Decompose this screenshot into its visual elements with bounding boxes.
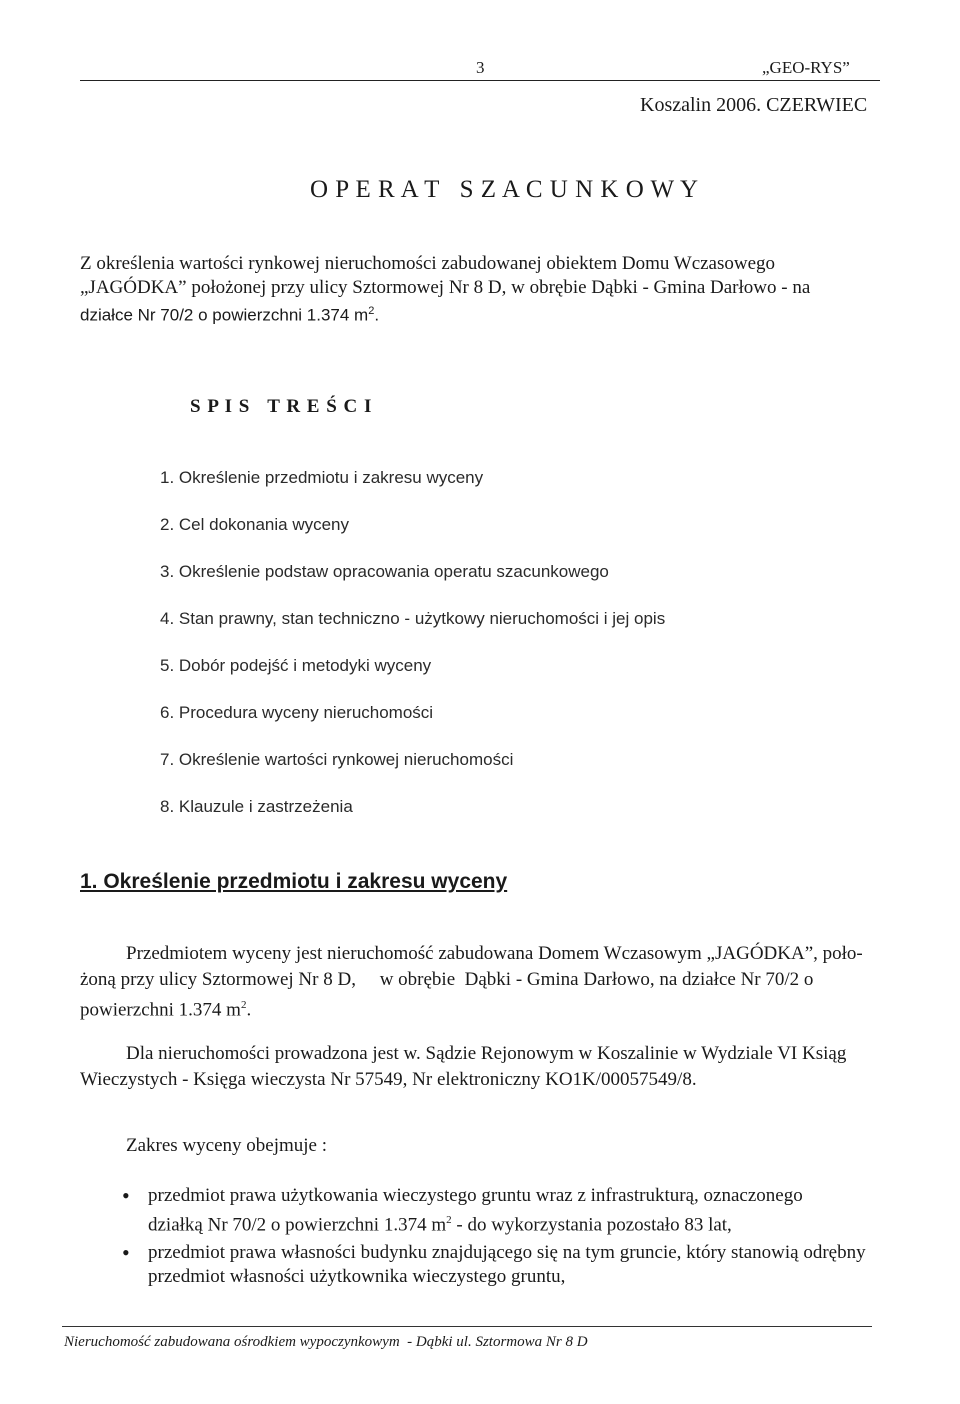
toc-item-5: 5. Dobór podejść i metodyki wyceny xyxy=(160,656,432,675)
scope-label: Zakres wyceny obejmuje : xyxy=(126,1135,328,1156)
list-item xyxy=(122,1184,892,1237)
section-1-heading: 1. Określenie przedmiotu i zakresu wyceny xyxy=(80,870,508,893)
document-title: O P E R A T S Z A C U N K O W Y xyxy=(310,176,699,203)
para1-line-3-end: . xyxy=(246,999,252,1021)
scope-list xyxy=(122,1184,892,1293)
footer-rule xyxy=(62,1326,872,1327)
place-date: Koszalin 2006. CZERWIEC xyxy=(640,94,868,116)
para1-line-3-sup: 2 xyxy=(240,999,247,1011)
para1-line-2: żoną przy ulicy Sztormowej Nr 8 D, w obrębie Dąbki - Gmina Darłowo, na działce Nr 70/2 o xyxy=(80,969,814,990)
bullet-2-line-1: przedmiot prawa własności budynku znajdującego się na tym gruncie, który stanowią odrębny xyxy=(148,1242,866,1264)
toc-item-2: 2. Cel dokonania wyceny xyxy=(160,515,350,534)
intro-line-3-text: działce Nr 70/2 o powierzchni 1.374 m xyxy=(80,305,369,325)
bullet-2-line-2-text: przedmiot własności użytkownika wieczystego gruntu, xyxy=(148,1266,566,1288)
para1-line-3 xyxy=(80,994,251,1021)
list-item xyxy=(122,1241,892,1289)
toc-item-1: 1. Określenie przedmiotu i zakresu wyceny xyxy=(160,468,484,487)
footer-text: Nieruchomość zabudowana ośrodkiem wypoczynkowym - Dąbki ul. Sztormowa Nr 8 D xyxy=(64,1334,588,1350)
toc-item-6: 6. Procedura wyceny nieruchomości xyxy=(160,703,434,722)
para1-line-1: Przedmiotem wyceny jest nieruchomość zabudowana Domem Wczasowym „JAGÓDKA”, poło- xyxy=(126,943,863,964)
page-number: 3 xyxy=(476,58,485,77)
para2-line-1: Dla nieruchomości prowadzona jest w. Sądzie Rejonowym w Koszalinie w Wydziale VI Ksiąg xyxy=(126,1043,847,1064)
toc-item-3: 3. Określenie podstaw opracowania operatu szacunkowego xyxy=(160,562,609,581)
toc-item-8: 8. Klauzule i zastrzeżenia xyxy=(160,797,353,816)
bullet-1-line-2-end: - do wykorzystania pozostało 83 lat, xyxy=(451,1214,732,1236)
bullet-1-line-2-text: działką Nr 70/2 o powierzchni 1.374 m xyxy=(148,1214,447,1236)
para2-line-2: Wieczystych - Księga wieczysta Nr 57549, Nr elektroniczny KO1K/00057549/8. xyxy=(80,1069,697,1090)
intro-line-2: „JAGÓDKA” położonej przy ulicy Sztormowej Nr 8 D, w obrębie Dąbki - Gmina Darłowo - na xyxy=(80,277,811,298)
intro-line-1: Z określenia wartości rynkowej nieruchomości zabudowanej obiektem Domu Wczasowego xyxy=(80,253,776,274)
bullet-1-line-1: przedmiot prawa użytkowania wieczystego gruntu wraz z infrastrukturą, oznaczonego xyxy=(148,1185,803,1206)
toc-heading: S P I S T R E Ś C I xyxy=(190,396,373,417)
intro-line-3-sup: 2 xyxy=(368,305,375,317)
company-name: „GEO-RYS” xyxy=(762,58,850,77)
intro-line-3-end: . xyxy=(374,305,380,325)
intro-line-3 xyxy=(80,300,379,327)
header-rule xyxy=(80,80,880,81)
para1-line-3-text: powierzchni 1.374 m xyxy=(80,999,241,1021)
bullet-1-sup: 2 xyxy=(446,1214,452,1226)
toc-item-4: 4. Stan prawny, stan techniczno - użytkowy nieruchomości i jej opis xyxy=(160,609,666,628)
toc-item-7: 7. Określenie wartości rynkowej nieruchomości xyxy=(160,750,514,769)
